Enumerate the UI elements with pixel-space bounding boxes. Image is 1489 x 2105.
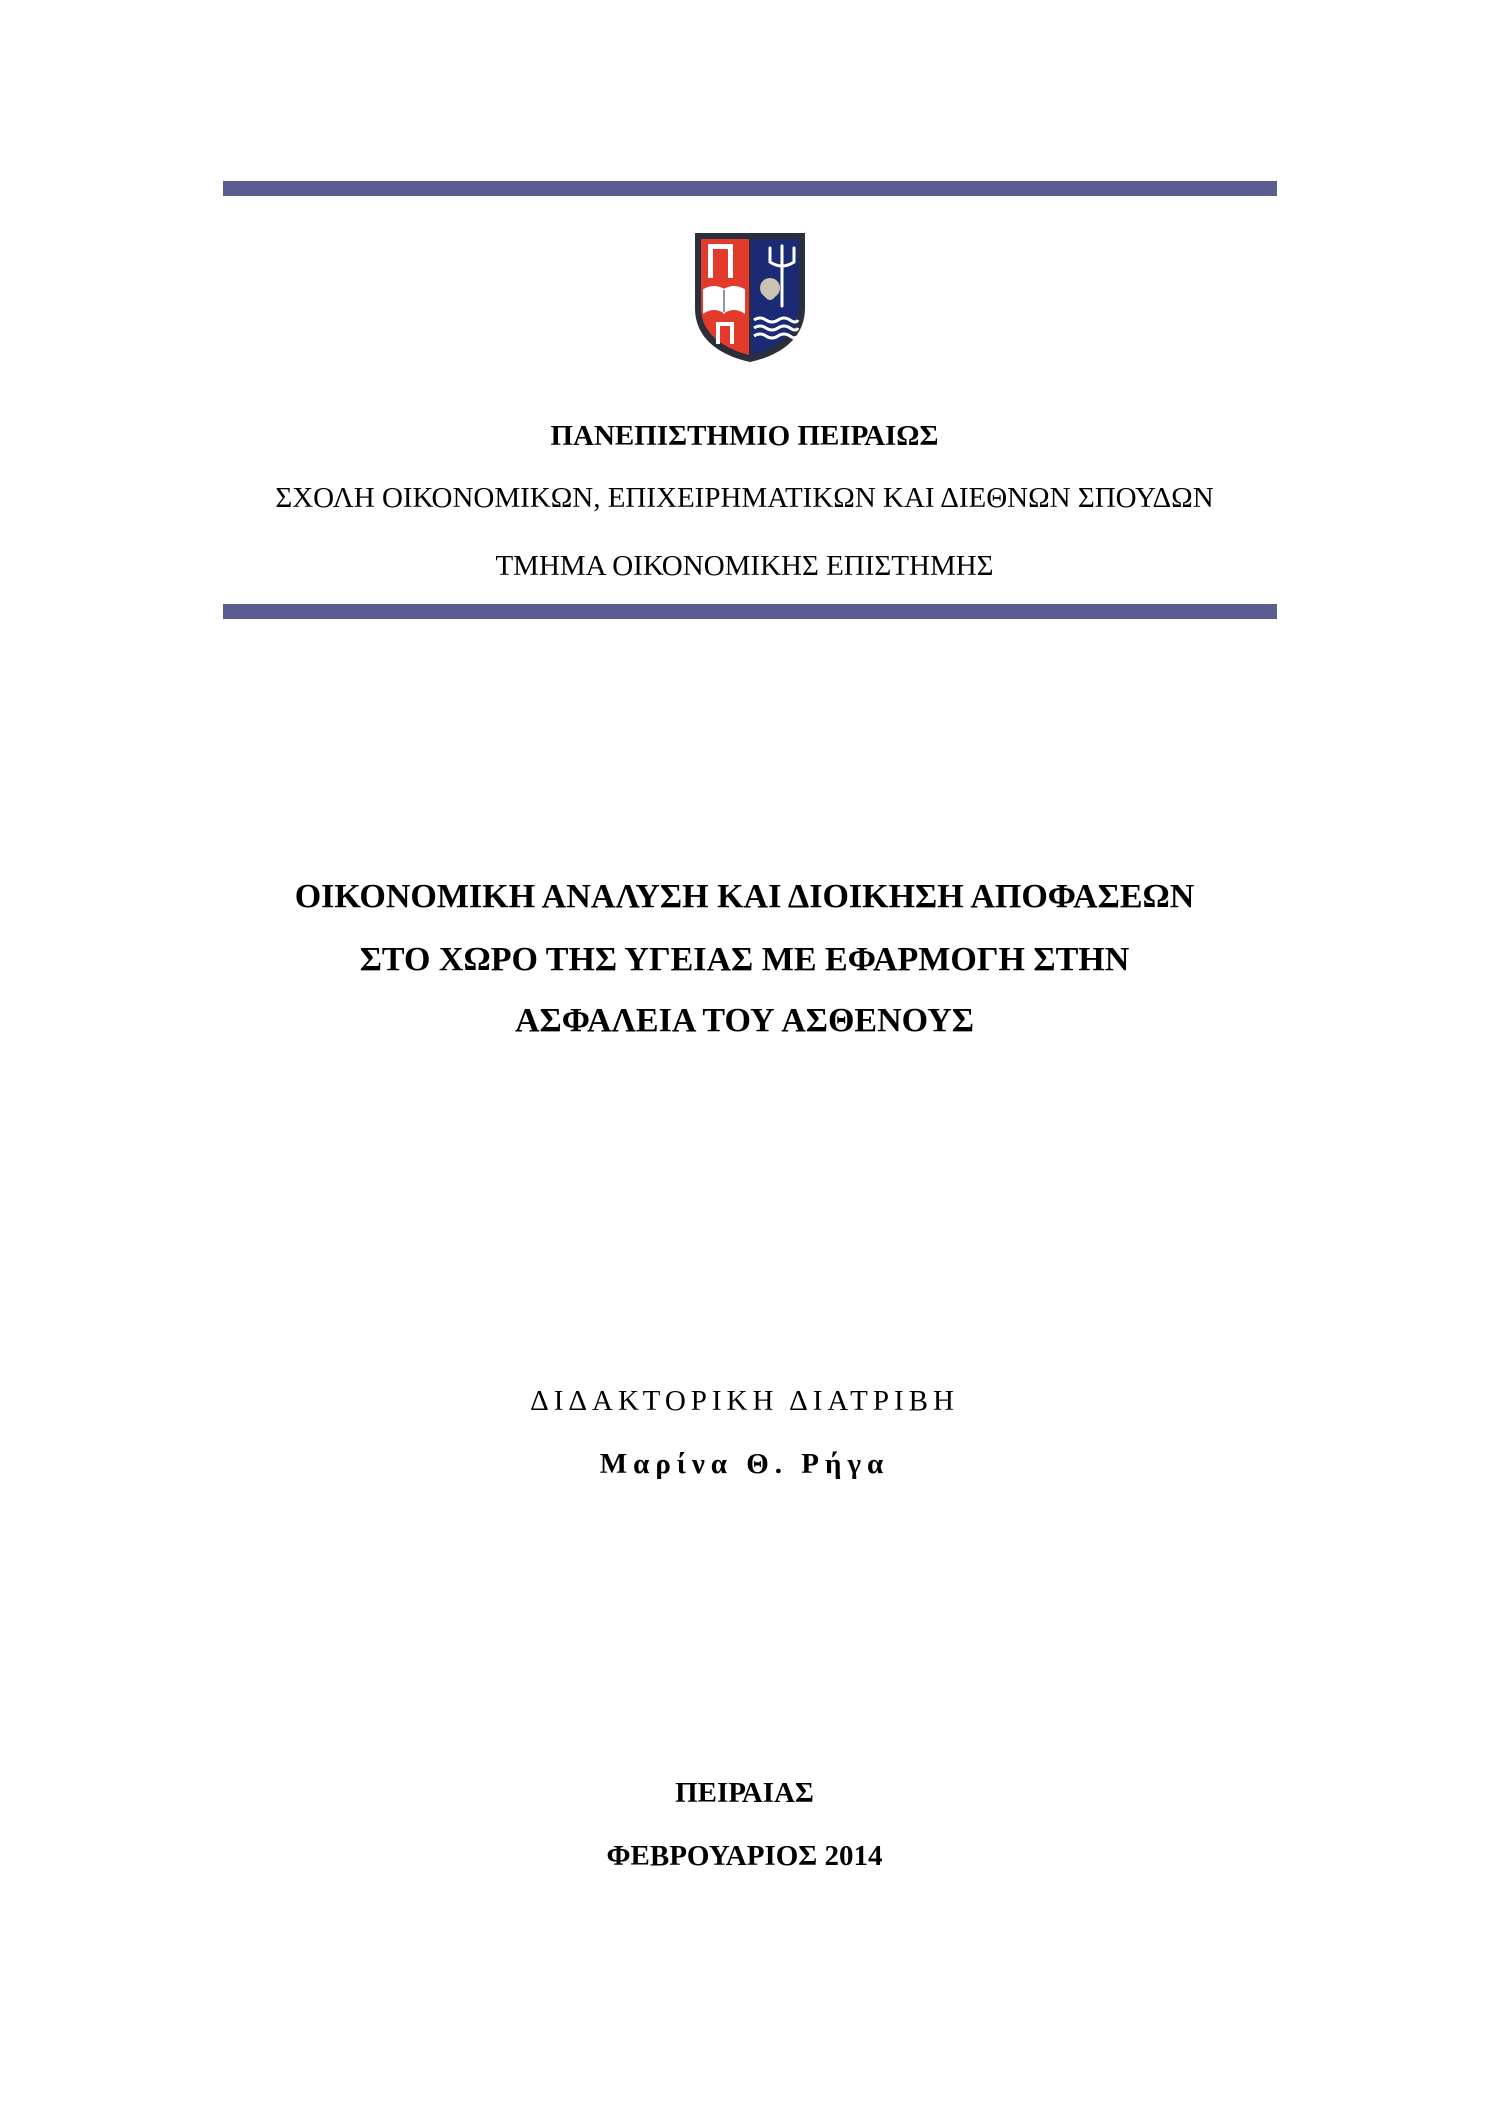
date: ΦΕΒΡΟΥΑΡΙΟΣ 2014 — [606, 1840, 883, 1872]
school-name: ΣΧΟΛΗ ΟΙΚΟΝΟΜΙΚΩΝ, ΕΠΙΧΕΙΡΗΜΑΤΙΚΩΝ ΚΑΙ ΔΙΕΘΝΩΝ ΣΠΟΥΔΩΝ — [275, 482, 1214, 514]
document-type: ΔΙΔΑΚΤΟΡΙΚΗ ΔΙΑΤΡΙΒΗ — [530, 1385, 959, 1417]
author-name: Μαρίνα Θ. Ρήγα — [599, 1448, 890, 1480]
city: ΠΕΙΡΑΙΑΣ — [675, 1777, 814, 1809]
thesis-title-line-2: ΣΤΟ ΧΩΡΟ ΤΗΣ ΥΓΕΙΑΣ ΜΕ ΕΦΑΡΜΟΓΗ ΣΤΗΝ — [359, 941, 1130, 978]
top-divider — [223, 181, 1277, 196]
department-name: ΤΜΗΜΑ ΟΙΚΟΝΟΜΙΚΗΣ ΕΠΙΣΤΗΜΗΣ — [495, 550, 994, 582]
thesis-title-line-1: ΟΙΚΟΝΟΜΙΚΗ ΑΝΑΛΥΣΗ ΚΑΙ ΔΙΟΙΚΗΣΗ ΑΠΟΦΑΣΕΩΝ — [294, 878, 1195, 915]
thesis-title-line-3: ΑΣΦΑΛΕΙΑ ΤΟΥ ΑΣΘΕΝΟΥΣ — [514, 1002, 975, 1039]
bottom-divider — [223, 604, 1277, 619]
university-name: ΠΑΝΕΠΙΣΤΗΜΙΟ ΠΕΙΡΑΙΩΣ — [550, 420, 939, 452]
university-crest-icon — [690, 228, 810, 365]
